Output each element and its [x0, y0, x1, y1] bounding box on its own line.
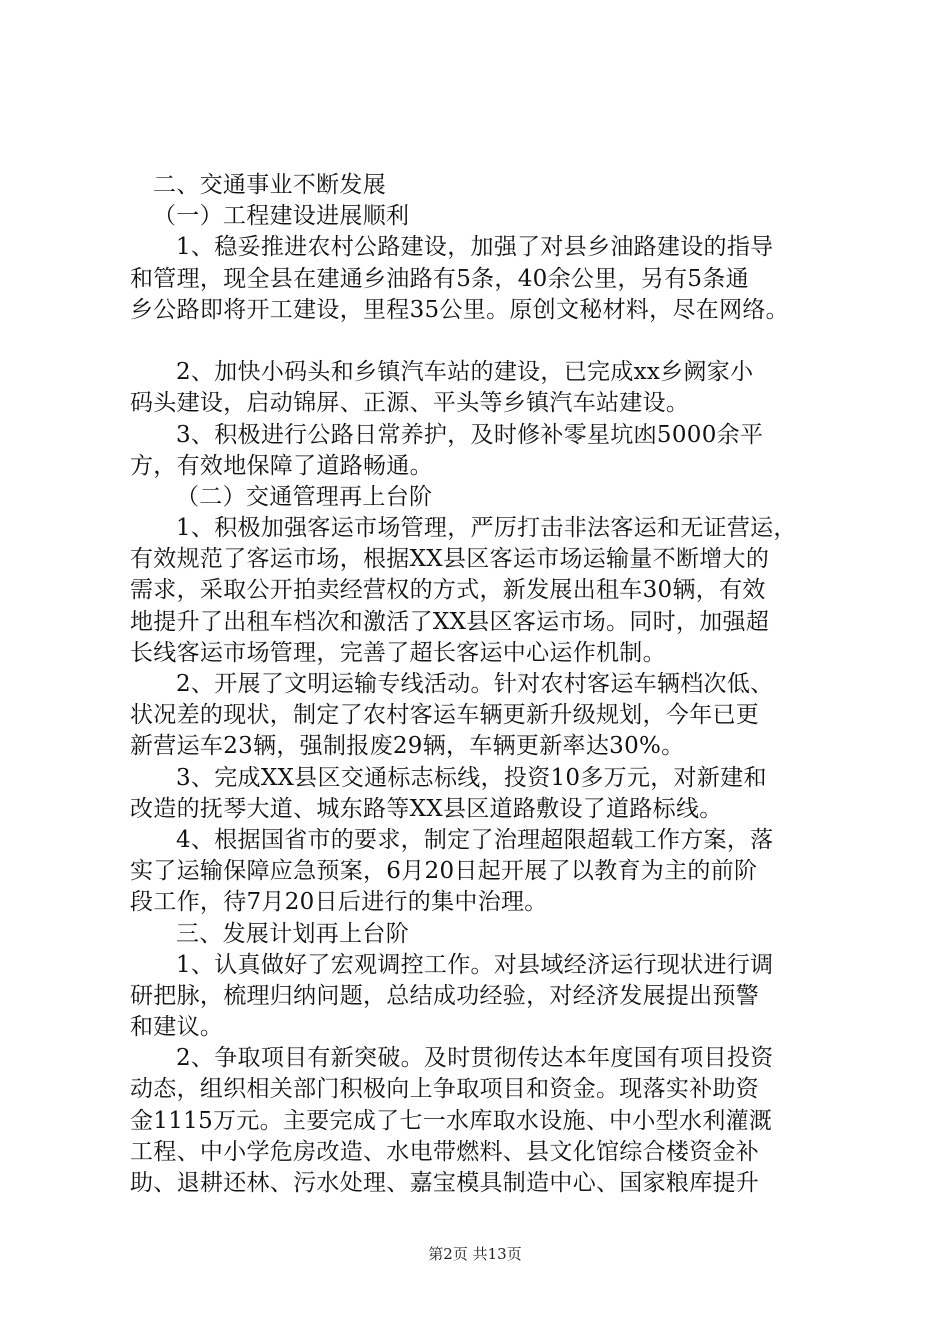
paragraph-line: 研把脉，梳理归纳问题，总结成功经验，对经济发展提出预警: [130, 982, 760, 1009]
blank-line: [130, 326, 850, 357]
paragraph-line: 地提升了出租车档次和激活了XX县区客运市场。同时，加强超: [130, 608, 770, 635]
paragraph-line: 码头建设，启动锦屏、正源、平头等乡镇汽车站建设。: [130, 390, 690, 417]
paragraph-line: 1、稳妥推进农村公路建设，加强了对县乡油路建设的指导: [176, 234, 774, 261]
paragraph-line: 2、开展了文明运输专线活动。针对农村客运车辆档次低、: [176, 671, 774, 697]
paragraph-line: 助、退耕还林、污水处理、嘉宝模具制造中心、国家粮库提升: [130, 1170, 760, 1196]
subsection-heading: （二）交通管理再上台阶: [176, 483, 433, 510]
section-heading: 二、交通事业不断发展: [153, 172, 386, 198]
document-body: [130, 170, 850, 1199]
paragraph-line: 2、加快小码头和乡镇汽车站的建设，已完成xx乡阙家小: [176, 359, 754, 386]
subsection-heading: （一）工程建设进展顺利: [153, 203, 410, 230]
paragraph-line: 和建议。: [130, 1014, 224, 1041]
paragraph-line: 工程、中小学危房改造、水电带燃料、县文化馆综合楼资金补: [130, 1138, 760, 1165]
paragraph-line: 新营运车23辆，强制报废29辆，车辆更新率达30%。: [130, 733, 685, 760]
paragraph-line: 1、认真做好了宏观调控工作。对县域经济运行现状进行调: [176, 951, 774, 978]
paragraph-line: 金1115万元。主要完成了七一水库取水设施、中小型水利灌溉: [130, 1107, 773, 1134]
paragraph-line: 长线客运市场管理，完善了超长客运中心运作机制。: [130, 639, 666, 666]
paragraph-line: 2、争取项目有新突破。及时贯彻传达本年度国有项目投资: [176, 1045, 774, 1072]
paragraph-line: 需求，采取公开拍卖经营权的方式，新发展出租车30辆，有效: [130, 577, 766, 604]
paragraph-line: 3、积极进行公路日常养护，及时修补零星坑凼5000余平: [176, 421, 764, 448]
paragraph-line: 乡公路即将开工建设，里程35公里。原创文秘材料，尽在网络。: [130, 296, 789, 323]
paragraph-line: 动态，组织相关部门积极向上争取项目和资金。现落实补助资: [130, 1076, 760, 1103]
paragraph-line: 实了运输保障应急预案，6月20日起开展了以教育为主的前阶: [130, 858, 758, 885]
paragraph-line: 有效规范了客运市场，根据XX县区客运市场运输量不断增大的: [130, 546, 770, 573]
section-heading: 三、发展计划再上台阶: [176, 920, 409, 947]
paragraph-line: 3、完成XX县区交通标志标线，投资10多万元，对新建和: [176, 764, 767, 791]
paragraph-line: 方，有效地保障了道路畅通。: [130, 452, 433, 479]
paragraph-line: 1、积极加强客运市场管理，严厉打击非法客运和无证营运，: [176, 515, 797, 542]
paragraph-line: 段工作，待7月20日后进行的集中治理。: [130, 889, 548, 916]
paragraph-line: 和管理，现全县在建通乡油路有5条，40余公里，另有5条通: [130, 265, 749, 292]
paragraph-line: 改造的抚琴大道、城东路等XX县区道路敷设了道路标线。: [130, 795, 723, 822]
paragraph-line: 状况差的现状，制定了农村客运车辆更新升级规划，今年已更: [130, 702, 760, 729]
page-number-footer: 第2页 共13页: [428, 1245, 522, 1263]
paragraph-line: 4、根据国省市的要求，制定了治理超限超载工作方案，落: [176, 826, 774, 853]
